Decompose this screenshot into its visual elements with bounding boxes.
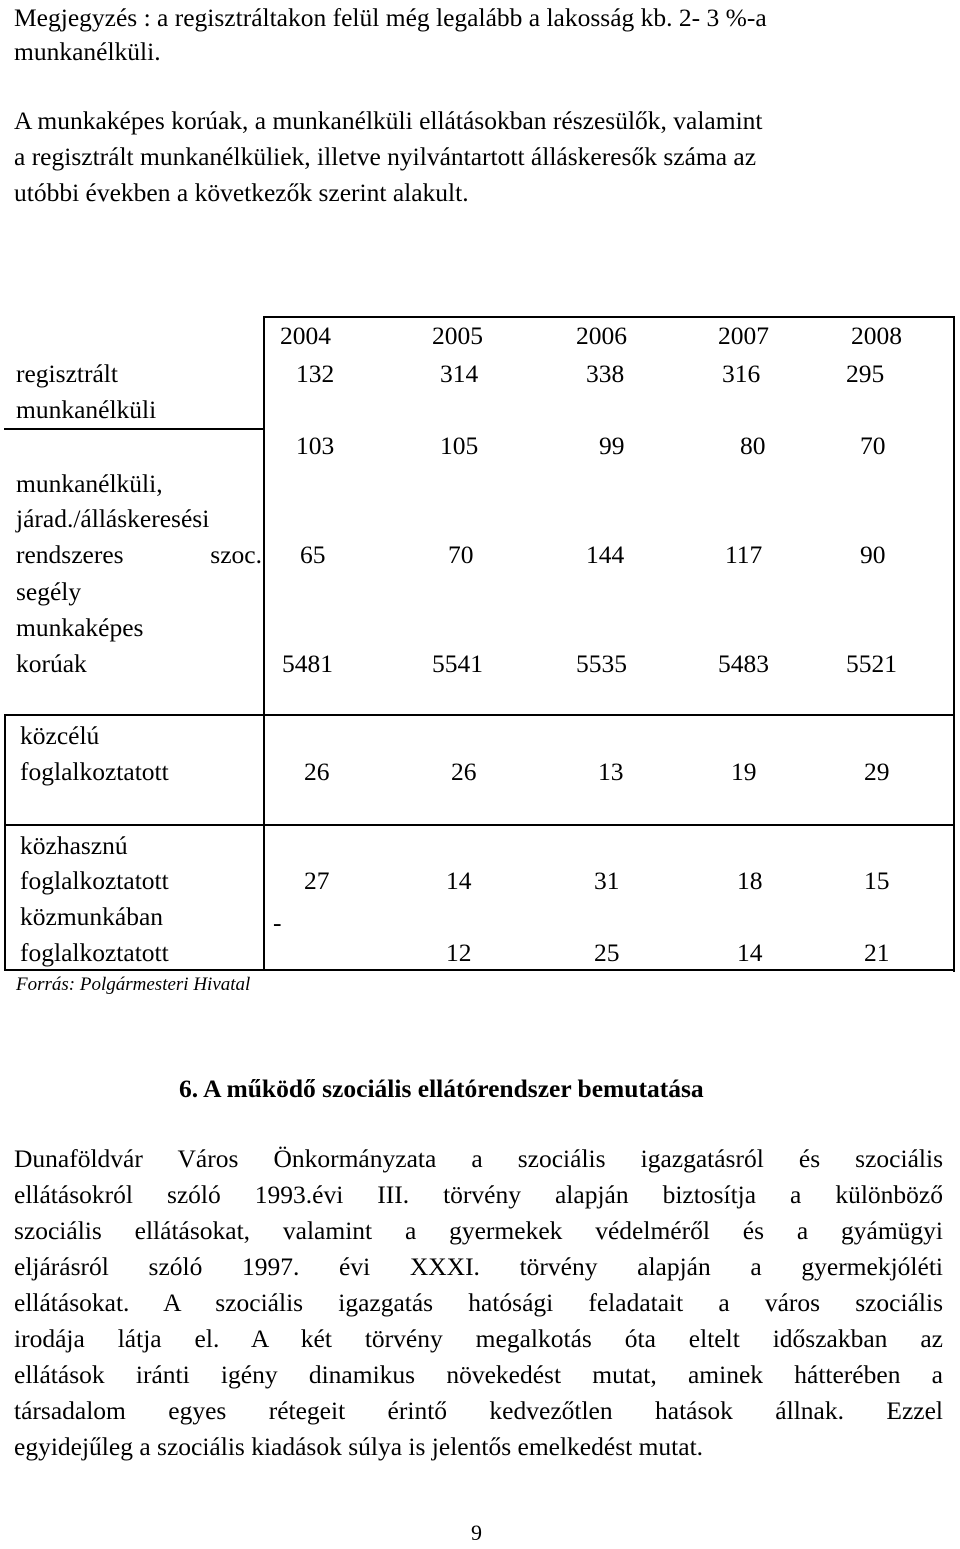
year-header: 2005 xyxy=(432,321,483,350)
row-label: közcélú xyxy=(20,721,100,750)
year-header: 2006 xyxy=(576,321,627,350)
table-cell: 15 xyxy=(864,866,890,895)
table-cell: 26 xyxy=(451,757,477,786)
table-cell: 105 xyxy=(440,431,479,460)
row-label: regisztrált xyxy=(16,359,118,388)
body-line: szociális ellátásokat, valamint a gyermekek védelméről és a gyámügyi xyxy=(14,1216,943,1245)
body-line: Dunaföldvár Város Önkormányzata a szociális igazgatásról és szociális xyxy=(14,1144,943,1173)
table-cell: 70 xyxy=(860,431,886,460)
row-label: foglalkoztatott xyxy=(20,757,169,786)
table-cell: 70 xyxy=(448,540,474,569)
table-cell: 13 xyxy=(598,757,624,786)
table-cell: 29 xyxy=(864,757,890,786)
table-border xyxy=(4,428,263,430)
year-header: 2004 xyxy=(280,321,331,350)
table-cell: 31 xyxy=(594,866,620,895)
intro-line-2: a regisztrált munkanélküliek, illetve nyilvántartott álláskeresők száma az xyxy=(14,142,757,171)
body-line: eljárásról szóló 1997. évi XXXI. törvény alapján a gyermekjóléti xyxy=(14,1252,943,1281)
table-cell: 117 xyxy=(725,540,763,569)
row-label: rendszeres szoc. xyxy=(16,540,262,569)
table-cell: 5541 xyxy=(432,649,483,678)
row-label: foglalkoztatott xyxy=(20,866,169,895)
year-header: 2008 xyxy=(851,321,902,350)
note-line-2: munkanélküli. xyxy=(14,37,161,66)
row-label: közmunkában xyxy=(20,902,164,931)
table-border xyxy=(263,714,265,970)
table-cell: 132 xyxy=(296,359,335,388)
table-cell: 5521 xyxy=(846,649,897,678)
table-cell: 14 xyxy=(446,866,472,895)
table-source: Forrás: Polgármesteri Hivatal xyxy=(16,974,251,995)
table-cell: 14 xyxy=(737,938,763,967)
row-label: foglalkoztatott xyxy=(20,938,169,967)
table-cell: 295 xyxy=(846,359,885,388)
table-cell: 316 xyxy=(722,359,761,388)
table-cell: 18 xyxy=(737,866,763,895)
table-cell: 25 xyxy=(594,938,620,967)
year-header: 2007 xyxy=(718,321,769,350)
table-cell: 5481 xyxy=(282,649,333,678)
body-line: társadalom egyes rétegeit érintő kedvezőtlen hatások állnak. Ezzel xyxy=(14,1396,943,1425)
table-cell: 99 xyxy=(599,431,625,460)
table-cell: 5483 xyxy=(718,649,769,678)
table-cell: 5535 xyxy=(576,649,627,678)
table-cell: 65 xyxy=(300,540,326,569)
section-heading: 6. A működő szociális ellátórendszer bemutatása xyxy=(179,1074,704,1103)
note-line-1: Megjegyzés : a regisztráltakon felül még legalább a lakosság kb. 2- 3 %-a xyxy=(14,3,767,32)
body-line: ellátásokról szóló 1993.évi III. törvény alapján biztosítja a különböző xyxy=(14,1180,943,1209)
row-label: járad./álláskeresési xyxy=(16,504,210,533)
intro-line-1: A munkaképes korúak, a munkanélküli ellátásokban részesülők, valamint xyxy=(14,106,763,135)
row-label: munkanélküli, xyxy=(16,469,163,498)
table-border xyxy=(4,714,955,716)
table-cell: 27 xyxy=(304,866,330,895)
table-cell: 26 xyxy=(304,757,330,786)
row-label: segély xyxy=(16,577,82,606)
row-label: korúak xyxy=(16,649,87,678)
body-line: ellátások iránti igény dinamikus növekedést mutat, aminek hátterében a xyxy=(14,1360,943,1389)
table-cell: 144 xyxy=(586,540,625,569)
page-number: 9 xyxy=(471,1520,482,1545)
table-cell: - xyxy=(273,908,282,937)
table-cell: 338 xyxy=(586,359,625,388)
table-cell: 90 xyxy=(860,540,886,569)
table-border xyxy=(263,316,265,714)
body-line: ellátásokat. A szociális igazgatás hatósági feladatait a város szociális xyxy=(14,1288,943,1317)
table-cell: 21 xyxy=(864,938,890,967)
table-cell: 19 xyxy=(731,757,757,786)
table-border xyxy=(4,714,6,970)
body-line: irodája látja el. A két törvény megalkotás óta eltelt időszakban az xyxy=(14,1324,943,1353)
row-label: munkanélküli xyxy=(16,395,157,424)
intro-line-3: utóbbi években a következők szerint alakult. xyxy=(14,178,469,207)
table-border xyxy=(4,824,955,826)
body-line: egyidejűleg a szociális kiadások súlya is jelentős emelkedést mutat. xyxy=(14,1432,704,1461)
row-label: közhasznú xyxy=(20,831,128,860)
table-cell: 12 xyxy=(446,938,472,967)
table-cell: 103 xyxy=(296,431,335,460)
table-cell: 80 xyxy=(740,431,766,460)
table-cell: 314 xyxy=(440,359,479,388)
table-border xyxy=(953,316,955,972)
row-label: munkaképes xyxy=(16,613,144,642)
